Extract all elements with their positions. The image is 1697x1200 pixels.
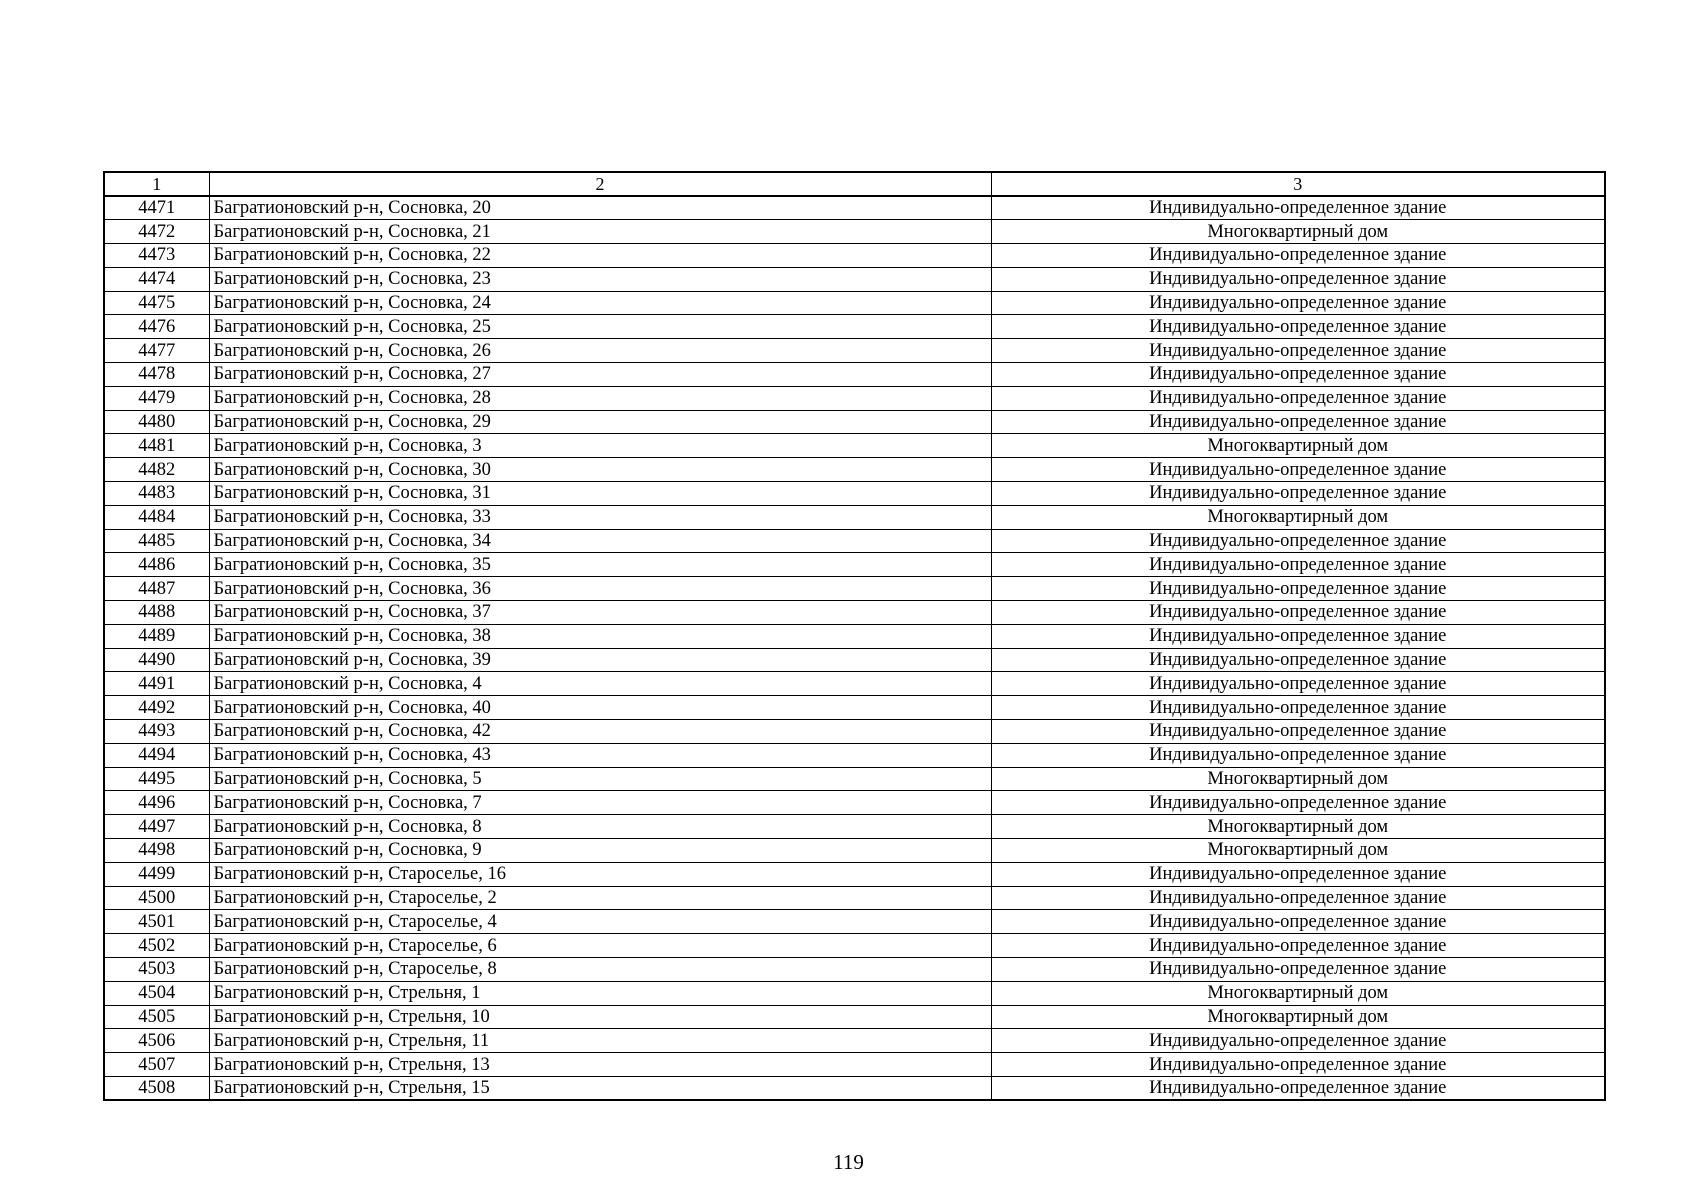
table-row xyxy=(104,315,1605,339)
row-number: 4472 xyxy=(104,220,209,244)
row-number: 4497 xyxy=(104,815,209,839)
address-cell: Багратионовский р-н, Стрельня, 13 xyxy=(209,1053,991,1077)
row-number: 4488 xyxy=(104,601,209,625)
table-row xyxy=(104,291,1605,315)
address-cell: Багратионовский р-н, Сосновка, 8 xyxy=(209,815,991,839)
table-row xyxy=(104,339,1605,363)
building-type-cell: Индивидуально-определенное здание xyxy=(991,648,1605,672)
row-number: 4481 xyxy=(104,434,209,458)
building-type-cell: Индивидуально-определенное здание xyxy=(991,791,1605,815)
table-row xyxy=(104,981,1605,1005)
table-row xyxy=(104,910,1605,934)
address-cell: Багратионовский р-н, Сосновка, 7 xyxy=(209,791,991,815)
table-row xyxy=(104,386,1605,410)
table-row xyxy=(104,839,1605,863)
table-row xyxy=(104,648,1605,672)
table-row xyxy=(104,529,1605,553)
building-type-cell: Индивидуально-определенное здание xyxy=(991,363,1605,387)
row-number: 4492 xyxy=(104,696,209,720)
building-type-cell: Индивидуально-определенное здание xyxy=(991,934,1605,958)
address-cell: Багратионовский р-н, Сосновка, 39 xyxy=(209,648,991,672)
building-type-cell: Индивидуально-определенное здание xyxy=(991,386,1605,410)
address-cell: Багратионовский р-н, Староселье, 8 xyxy=(209,958,991,982)
address-cell: Багратионовский р-н, Сосновка, 35 xyxy=(209,553,991,577)
page-number: 119 xyxy=(833,1150,864,1174)
building-type-cell: Индивидуально-определенное здание xyxy=(991,315,1605,339)
row-number: 4500 xyxy=(104,886,209,910)
row-number: 4502 xyxy=(104,934,209,958)
table-row xyxy=(104,434,1605,458)
row-number: 4494 xyxy=(104,743,209,767)
table-row xyxy=(104,553,1605,577)
building-type-cell: Многоквартирный дом xyxy=(991,981,1605,1005)
row-number: 4484 xyxy=(104,505,209,529)
header-col-2: 2 xyxy=(209,172,991,196)
building-type-cell: Многоквартирный дом xyxy=(991,434,1605,458)
table-row xyxy=(104,743,1605,767)
table-row xyxy=(104,1076,1605,1100)
row-number: 4479 xyxy=(104,386,209,410)
building-type-cell: Индивидуально-определенное здание xyxy=(991,1053,1605,1077)
table-row xyxy=(104,458,1605,482)
row-number: 4483 xyxy=(104,482,209,506)
building-type-cell: Индивидуально-определенное здание xyxy=(991,743,1605,767)
address-cell: Багратионовский р-н, Сосновка, 5 xyxy=(209,767,991,791)
table-row xyxy=(104,624,1605,648)
building-type-cell: Индивидуально-определенное здание xyxy=(991,672,1605,696)
building-type-cell: Многоквартирный дом xyxy=(991,767,1605,791)
row-number: 4501 xyxy=(104,910,209,934)
address-cell: Багратионовский р-н, Сосновка, 22 xyxy=(209,244,991,268)
address-cell: Багратионовский р-н, Сосновка, 36 xyxy=(209,577,991,601)
table-row xyxy=(104,791,1605,815)
building-type-cell: Индивидуально-определенное здание xyxy=(991,1076,1605,1100)
table-row xyxy=(104,267,1605,291)
building-type-cell: Индивидуально-определенное здание xyxy=(991,910,1605,934)
table-row xyxy=(104,505,1605,529)
table-body xyxy=(104,172,1605,1100)
row-number: 4487 xyxy=(104,577,209,601)
row-number: 4478 xyxy=(104,363,209,387)
table-row xyxy=(104,410,1605,434)
row-number: 4503 xyxy=(104,958,209,982)
row-number: 4480 xyxy=(104,410,209,434)
row-number: 4507 xyxy=(104,1053,209,1077)
row-number: 4499 xyxy=(104,862,209,886)
address-cell: Багратионовский р-н, Сосновка, 28 xyxy=(209,386,991,410)
address-cell: Багратионовский р-н, Староселье, 4 xyxy=(209,910,991,934)
table-row xyxy=(104,1053,1605,1077)
address-cell: Багратионовский р-н, Стрельня, 15 xyxy=(209,1076,991,1100)
row-number: 4505 xyxy=(104,1005,209,1029)
table-row xyxy=(104,672,1605,696)
table-row xyxy=(104,934,1605,958)
row-number: 4473 xyxy=(104,244,209,268)
address-cell: Багратионовский р-н, Сосновка, 30 xyxy=(209,458,991,482)
building-type-cell: Многоквартирный дом xyxy=(991,815,1605,839)
address-cell: Багратионовский р-н, Сосновка, 31 xyxy=(209,482,991,506)
row-number: 4496 xyxy=(104,791,209,815)
table-header-row xyxy=(104,172,1605,196)
row-number: 4493 xyxy=(104,720,209,744)
building-type-cell: Многоквартирный дом xyxy=(991,220,1605,244)
table-row xyxy=(104,1029,1605,1053)
address-cell: Багратионовский р-н, Сосновка, 37 xyxy=(209,601,991,625)
row-number: 4476 xyxy=(104,315,209,339)
row-number: 4474 xyxy=(104,267,209,291)
address-cell: Багратионовский р-н, Сосновка, 42 xyxy=(209,720,991,744)
building-type-cell: Индивидуально-определенное здание xyxy=(991,886,1605,910)
address-cell: Багратионовский р-н, Сосновка, 29 xyxy=(209,410,991,434)
row-number: 4489 xyxy=(104,624,209,648)
table-row xyxy=(104,220,1605,244)
row-number: 4482 xyxy=(104,458,209,482)
table-row xyxy=(104,1005,1605,1029)
building-type-cell: Индивидуально-определенное здание xyxy=(991,720,1605,744)
row-number: 4495 xyxy=(104,767,209,791)
table-row xyxy=(104,862,1605,886)
registry-table xyxy=(103,171,1606,1101)
building-type-cell: Индивидуально-определенное здание xyxy=(991,196,1605,220)
building-type-cell: Индивидуально-определенное здание xyxy=(991,577,1605,601)
table-row xyxy=(104,577,1605,601)
address-cell: Багратионовский р-н, Стрельня, 11 xyxy=(209,1029,991,1053)
building-type-cell: Многоквартирный дом xyxy=(991,505,1605,529)
address-cell: Багратионовский р-н, Сосновка, 43 xyxy=(209,743,991,767)
table-row xyxy=(104,720,1605,744)
address-cell: Багратионовский р-н, Сосновка, 38 xyxy=(209,624,991,648)
building-type-cell: Индивидуально-определенное здание xyxy=(991,458,1605,482)
building-type-cell: Индивидуально-определенное здание xyxy=(991,244,1605,268)
building-type-cell: Индивидуально-определенное здание xyxy=(991,291,1605,315)
row-number: 4504 xyxy=(104,981,209,1005)
address-cell: Багратионовский р-н, Стрельня, 10 xyxy=(209,1005,991,1029)
table-row xyxy=(104,767,1605,791)
building-type-cell: Индивидуально-определенное здание xyxy=(991,958,1605,982)
address-cell: Багратионовский р-н, Сосновка, 40 xyxy=(209,696,991,720)
address-cell: Багратионовский р-н, Сосновка, 25 xyxy=(209,315,991,339)
address-cell: Багратионовский р-н, Сосновка, 9 xyxy=(209,839,991,863)
building-type-cell: Индивидуально-определенное здание xyxy=(991,267,1605,291)
row-number: 4486 xyxy=(104,553,209,577)
table-row xyxy=(104,244,1605,268)
table-row xyxy=(104,363,1605,387)
address-cell: Багратионовский р-н, Староселье, 16 xyxy=(209,862,991,886)
row-number: 4475 xyxy=(104,291,209,315)
building-type-cell: Индивидуально-определенное здание xyxy=(991,1029,1605,1053)
table-row xyxy=(104,886,1605,910)
header-col-3: 3 xyxy=(991,172,1605,196)
table-row xyxy=(104,958,1605,982)
building-type-cell: Индивидуально-определенное здание xyxy=(991,862,1605,886)
building-type-cell: Индивидуально-определенное здание xyxy=(991,410,1605,434)
address-cell: Багратионовский р-н, Сосновка, 33 xyxy=(209,505,991,529)
address-cell: Багратионовский р-н, Сосновка, 3 xyxy=(209,434,991,458)
table-row xyxy=(104,601,1605,625)
row-number: 4471 xyxy=(104,196,209,220)
address-cell: Багратионовский р-н, Староселье, 2 xyxy=(209,886,991,910)
building-type-cell: Индивидуально-определенное здание xyxy=(991,601,1605,625)
building-type-cell: Индивидуально-определенное здание xyxy=(991,553,1605,577)
row-number: 4490 xyxy=(104,648,209,672)
row-number: 4477 xyxy=(104,339,209,363)
building-type-cell: Индивидуально-определенное здание xyxy=(991,339,1605,363)
building-type-cell: Многоквартирный дом xyxy=(991,839,1605,863)
row-number: 4485 xyxy=(104,529,209,553)
building-type-cell: Многоквартирный дом xyxy=(991,1005,1605,1029)
address-cell: Багратионовский р-н, Стрельня, 1 xyxy=(209,981,991,1005)
address-cell: Багратионовский р-н, Староселье, 6 xyxy=(209,934,991,958)
row-number: 4498 xyxy=(104,839,209,863)
row-number: 4491 xyxy=(104,672,209,696)
address-cell: Багратионовский р-н, Сосновка, 34 xyxy=(209,529,991,553)
building-type-cell: Индивидуально-определенное здание xyxy=(991,482,1605,506)
building-type-cell: Индивидуально-определенное здание xyxy=(991,624,1605,648)
row-number: 4506 xyxy=(104,1029,209,1053)
header-col-1: 1 xyxy=(104,172,209,196)
table-row xyxy=(104,482,1605,506)
table-row xyxy=(104,696,1605,720)
address-cell: Багратионовский р-н, Сосновка, 20 xyxy=(209,196,991,220)
row-number: 4508 xyxy=(104,1076,209,1100)
address-cell: Багратионовский р-н, Сосновка, 24 xyxy=(209,291,991,315)
address-cell: Багратионовский р-н, Сосновка, 23 xyxy=(209,267,991,291)
table-row xyxy=(104,196,1605,220)
building-type-cell: Индивидуально-определенное здание xyxy=(991,529,1605,553)
table-row xyxy=(104,815,1605,839)
address-cell: Багратионовский р-н, Сосновка, 26 xyxy=(209,339,991,363)
address-cell: Багратионовский р-н, Сосновка, 27 xyxy=(209,363,991,387)
building-type-cell: Индивидуально-определенное здание xyxy=(991,696,1605,720)
address-cell: Багратионовский р-н, Сосновка, 4 xyxy=(209,672,991,696)
address-cell: Багратионовский р-н, Сосновка, 21 xyxy=(209,220,991,244)
